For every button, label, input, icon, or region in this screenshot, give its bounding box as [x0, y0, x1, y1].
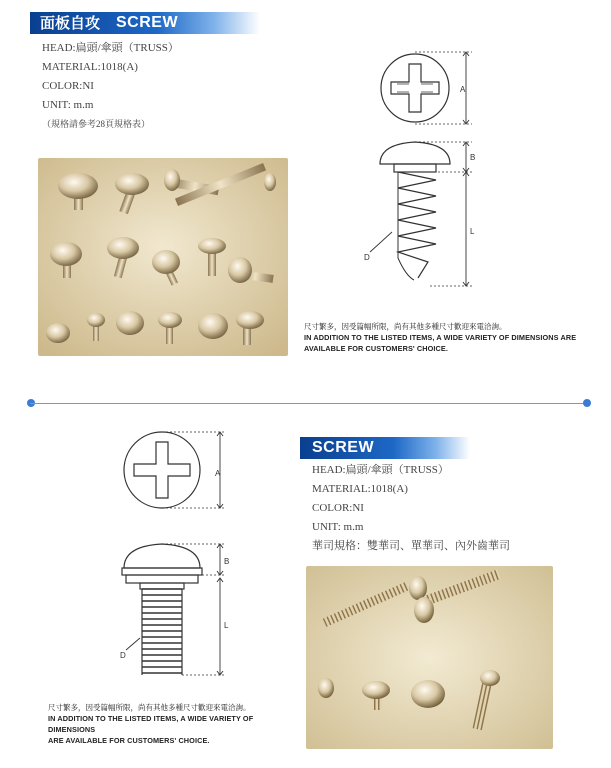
note-zh: 尺寸繁多，因受篇幅所限，尚有其他多種尺寸歡迎來電洽詢。: [48, 703, 251, 712]
section1-title-zh: 面板自攻: [40, 14, 101, 32]
dim-label-b: B: [470, 153, 476, 162]
section2-title-banner: [300, 437, 470, 459]
section2-title-en: SCREW: [312, 439, 375, 456]
spec-head: HEAD:扁頭/傘頭（TRUSS）: [312, 464, 449, 476]
spec-material: MATERIAL:1018(A): [312, 483, 408, 495]
note-zh: 尺寸繁多，因受篇幅所限，尚有其他多種尺寸歡迎來電洽詢。: [304, 322, 507, 331]
spec-color: COLOR:NI: [42, 80, 94, 92]
small-screw-1: [318, 678, 334, 698]
dim-label-l: L: [224, 621, 229, 630]
divider-dot-right: [583, 399, 591, 407]
section2-specs: [312, 462, 510, 557]
note-en-line2: AVAILABLE FOR CUSTOMERS' CHOICE.: [304, 344, 448, 353]
screw-bottom-3: [116, 311, 144, 335]
dim-label-l: L: [470, 227, 475, 236]
note-en-line2: ARE AVAILABLE FOR CUSTOMERS' CHOICE.: [48, 736, 210, 745]
spec-unit: UNIT: m.m: [312, 521, 364, 533]
dim-label-a: A: [215, 469, 221, 478]
screw-bottom-5: [198, 313, 228, 339]
small-screw-3: [411, 680, 445, 708]
spec-color: COLOR:NI: [312, 502, 364, 514]
spec-reference-note: （規格請參考28頁規格表）: [42, 119, 151, 129]
section2-notes: [48, 702, 298, 746]
truss-machine-screw-diagram: [112, 428, 242, 688]
tapping-screws-photo: [38, 158, 288, 356]
spec-head: HEAD:扁頭/傘頭（TRUSS）: [42, 42, 179, 54]
section1-title-banner: [30, 12, 260, 34]
machine-screws-photo: [306, 566, 553, 749]
note-en-line1: IN ADDITION TO THE LISTED ITEMS, A WIDE VARIETY OF DIMENSIONS: [48, 714, 254, 734]
spec-material: MATERIAL:1018(A): [42, 61, 138, 73]
section1-specs: [42, 40, 179, 135]
dim-label-d: D: [120, 651, 126, 660]
section1-notes: [304, 321, 584, 354]
dim-label-b: B: [224, 557, 230, 566]
dim-label-d: D: [364, 253, 370, 262]
spec-unit: UNIT: m.m: [42, 99, 94, 111]
truss-tapping-screw-diagram: [360, 46, 490, 306]
note-en-line1: IN ADDITION TO THE LISTED ITEMS, A WIDE VARIETY OF DIMENSIONS ARE: [304, 333, 577, 342]
spec-washer: 華司規格：雙華司、單華司、內外齒華司: [312, 540, 510, 552]
section-divider: [30, 403, 586, 404]
section1-title-en: SCREW: [116, 14, 179, 31]
screw-bottom-1: [46, 323, 70, 343]
dim-label-a: A: [460, 85, 466, 94]
